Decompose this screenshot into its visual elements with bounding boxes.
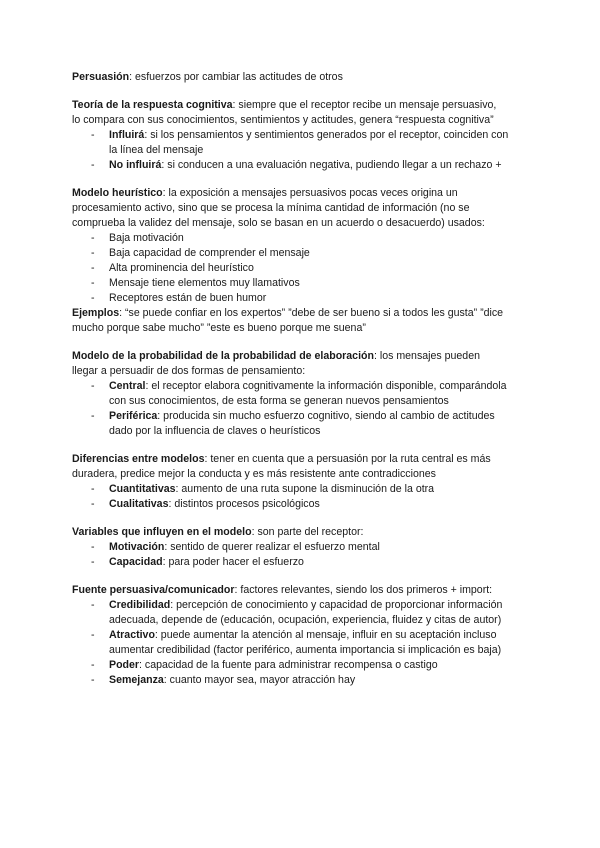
section-heading: Fuente persuasiva/comunicador: [72, 584, 235, 596]
list-item: [72, 540, 532, 555]
section-diferencias-modelos: [72, 452, 532, 512]
section-heading: Teoría de la respuesta cognitiva: [72, 99, 233, 111]
list-item: [72, 261, 532, 276]
dash-bullet: -: [91, 159, 95, 171]
item-term: Poder: [109, 659, 140, 671]
section-text: : los mensajes pueden: [373, 350, 480, 362]
dash-bullet: -: [91, 599, 95, 611]
list-item: [72, 658, 532, 673]
item-text: Mensaje tiene elementos muy llamativos: [109, 277, 300, 289]
section-text: duradera, predice mejor la conducta y es más resistente ante contradicciones: [72, 468, 436, 480]
list-item: [72, 409, 532, 439]
list-item: [72, 291, 532, 306]
list-item: [72, 379, 532, 409]
section-text: comprueba la validez del mensaje, solo se basan en un acuerdo o desacuerdo) usados:: [72, 217, 485, 229]
item-term: Cuantitativas: [109, 483, 176, 495]
section-fuente-persuasiva: [72, 583, 532, 688]
section-heading: Variables que influyen en el modelo: [72, 526, 252, 538]
list-item: [72, 231, 532, 246]
paragraph-persuasion: [72, 70, 532, 85]
section-text: : siempre que el receptor recibe un mensaje persuasivo,: [232, 99, 497, 111]
dash-bullet: -: [91, 498, 95, 510]
section-text: : tener en cuenta que a persuasión por la ruta central es más: [204, 453, 491, 465]
item-text: : aumento de una ruta supone la disminución de la otra: [175, 483, 435, 495]
item-term: Central: [109, 380, 146, 392]
item-term: Atractivo: [109, 629, 155, 641]
examples-text: mucho porque sabe mucho” ”este es bueno porque me suena”: [72, 322, 366, 334]
item-term: Capacidad: [109, 556, 163, 568]
dash-bullet: -: [91, 483, 95, 495]
list-item: [72, 276, 532, 291]
item-text: dado por la influencia de claves o heurísticos: [109, 425, 321, 437]
section-respuesta-cognitiva: [72, 98, 532, 173]
examples-text: : “se puede confiar en los expertos” ”debe de ser bueno si a todos les gusta” ”dice: [119, 307, 504, 319]
item-term: Influirá: [109, 129, 145, 141]
item-term: Cualitativas: [109, 498, 169, 510]
section-text: llegar a persuadir de dos formas de pensamiento:: [72, 365, 306, 377]
item-term: No influirá: [109, 159, 162, 171]
dash-bullet: -: [91, 674, 95, 686]
item-term: Credibilidad: [109, 599, 171, 611]
list-item: [72, 598, 532, 628]
item-text: : el receptor elabora cognitivamente la información disponible, comparándola: [145, 380, 507, 392]
dash-bullet: -: [91, 277, 95, 289]
dash-bullet: -: [91, 410, 95, 422]
dash-bullet: -: [91, 262, 95, 274]
item-text: : cuanto mayor sea, mayor atracción hay: [163, 674, 356, 686]
item-text: : sentido de querer realizar el esfuerzo mental: [164, 541, 380, 553]
item-text: aumentar credibilidad (factor periférico, aumenta importancia si implicación es baja): [109, 644, 502, 656]
section-heading: Modelo heurístico: [72, 187, 163, 199]
term: Persuasión: [72, 71, 130, 83]
item-text: adecuada, depende de (educación, ocupación, experiencia, fluidez y citas de autor): [109, 614, 502, 626]
section-text: : factores relevantes, siendo los dos primeros + import:: [234, 584, 493, 596]
dash-bullet: -: [91, 129, 95, 141]
dash-bullet: -: [91, 659, 95, 671]
definition: : esfuerzos por cambiar las actitudes de otros: [129, 71, 343, 83]
examples-heading: Ejemplos: [72, 307, 120, 319]
document-body: [72, 70, 532, 688]
item-text: con sus conocimientos, de esta forma se generan nuevos pensamientos: [109, 395, 449, 407]
item-text: Alta prominencia del heurístico: [109, 262, 254, 274]
section-probabilidad-elaboracion: [72, 349, 532, 439]
item-text: : puede aumentar la atención al mensaje, influir en su aceptación incluso: [154, 629, 497, 641]
section-text: procesamiento activo, sino que se procesa la mínima cantidad de información (no se: [72, 202, 470, 214]
item-text: Baja motivación: [109, 232, 184, 244]
dash-bullet: -: [91, 232, 95, 244]
dash-bullet: -: [91, 247, 95, 259]
list-item: [72, 158, 532, 173]
item-text: : producida sin mucho esfuerzo cognitivo, siendo al cambio de actitudes: [157, 410, 495, 422]
item-text: : capacidad de la fuente para administrar recompensa o castigo: [139, 659, 438, 671]
section-heading: Diferencias entre modelos: [72, 453, 205, 465]
list-item: [72, 673, 532, 688]
item-text: : percepción de conocimiento y capacidad de proporcionar información: [170, 599, 503, 611]
list-item: [72, 482, 532, 497]
item-text: la línea del mensaje: [109, 144, 204, 156]
list-item: [72, 628, 532, 658]
item-text: Baja capacidad de comprender el mensaje: [109, 247, 310, 259]
item-text: : si conducen a una evaluación negativa, pudiendo llegar a un rechazo +: [161, 159, 502, 171]
dash-bullet: -: [91, 292, 95, 304]
section-text: : la exposición a mensajes persuasivos pocas veces origina un: [162, 187, 458, 199]
item-term: Semejanza: [109, 674, 164, 686]
section-modelo-heuristico: [72, 186, 532, 336]
dash-bullet: -: [91, 629, 95, 641]
item-term: Motivación: [109, 541, 165, 553]
list-item: [72, 128, 532, 158]
item-text: : distintos procesos psicológicos: [168, 498, 320, 510]
section-text: lo compara con sus conocimientos, sentimientos y actitudes, genera “respuesta cognitiva”: [72, 114, 494, 126]
dash-bullet: -: [91, 380, 95, 392]
item-text: : si los pensamientos y sentimientos generados por el receptor, coinciden con: [144, 129, 509, 141]
item-text: : para poder hacer el esfuerzo: [162, 556, 304, 568]
dash-bullet: -: [91, 556, 95, 568]
section-text: : son parte del receptor:: [251, 526, 364, 538]
list-item: [72, 555, 532, 570]
dash-bullet: -: [91, 541, 95, 553]
section-heading: Modelo de la probabilidad de la probabilidad de elaboración: [72, 350, 374, 362]
section-variables-modelo: [72, 525, 532, 570]
list-item: [72, 497, 532, 512]
item-text: Receptores están de buen humor: [109, 292, 267, 304]
list-item: [72, 246, 532, 261]
item-term: Periférica: [109, 410, 158, 422]
